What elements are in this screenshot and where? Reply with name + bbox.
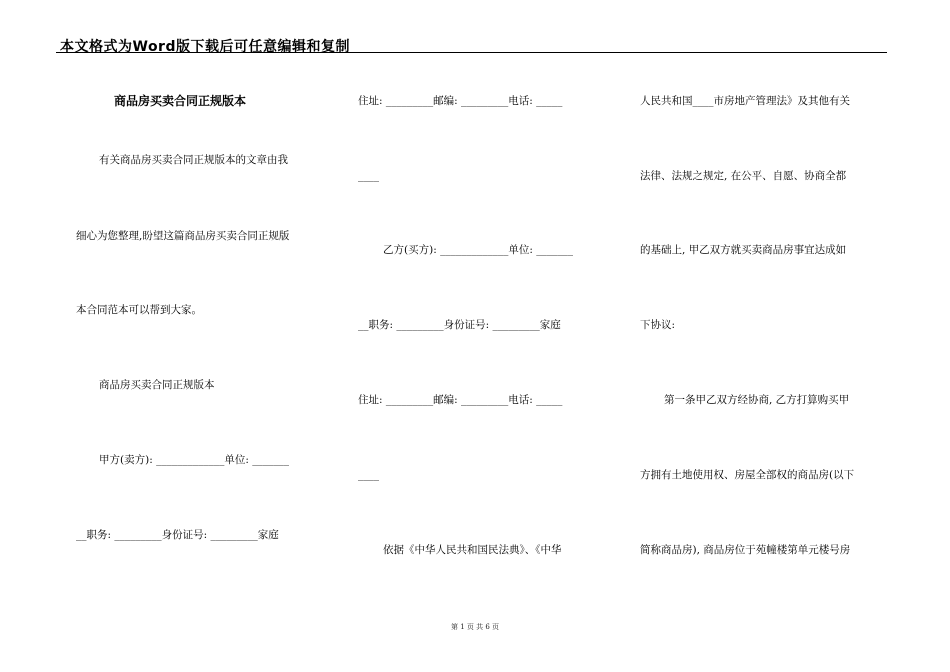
header-divider bbox=[56, 52, 887, 53]
paragraph-line: 第一条甲乙双方经协商, 乙方打算购买甲 bbox=[664, 394, 850, 406]
paragraph-line: 下协议: bbox=[640, 319, 676, 331]
paragraph-line: 本合同范本可以帮到大家。 bbox=[76, 304, 202, 316]
paragraph-line: 甲方(卖方): _____________单位: _______ bbox=[99, 454, 289, 466]
paragraph-line: 细心为您整理,盼望这篇商品房买卖合同正规版 bbox=[76, 230, 290, 242]
paragraph-line: 商品房买卖合同正规版本 bbox=[99, 379, 215, 391]
paragraph-line: 简称商品房), 商品房位于苑幢楼第单元楼号房 bbox=[640, 544, 851, 556]
paragraph-line: __职务: _________身份证号: _________家庭 bbox=[358, 319, 561, 331]
paragraph-line: 的基础上, 甲乙双方就买卖商品房事宜达成如 bbox=[640, 244, 847, 256]
paragraph-line: 有关商品房买卖合同正规版本的文章由我 bbox=[99, 154, 288, 166]
paragraph-line: ____ bbox=[358, 469, 379, 481]
paragraph-line: ____ bbox=[358, 170, 379, 182]
paragraph-line: 住址: _________邮编: _________电话: _____ bbox=[358, 95, 563, 107]
paragraph-line: 法律、法规之规定, 在公平、自愿、协商全都 bbox=[640, 170, 847, 182]
paragraph-line: 依据《中华人民共和国民法典》、《中华 bbox=[383, 544, 562, 556]
document-title: 商品房买卖合同正规版本 bbox=[114, 94, 247, 108]
paragraph-line: 方拥有土地使用权、房屋全部权的商品房(以下 bbox=[640, 469, 855, 481]
document-banner: 本文格式为Word版下载后可任意编辑和复制 bbox=[60, 39, 350, 55]
paragraph-line: 乙方(买方): _____________单位: _______ bbox=[383, 244, 573, 256]
page-number: 第 1 页 共 6 页 bbox=[450, 623, 500, 631]
paragraph-line: __职务: _________身份证号: _________家庭 bbox=[76, 529, 279, 541]
paragraph-line: 人民共和国____市房地产管理法》及其他有关 bbox=[640, 95, 850, 107]
paragraph-line: 住址: _________邮编: _________电话: _____ bbox=[358, 394, 563, 406]
